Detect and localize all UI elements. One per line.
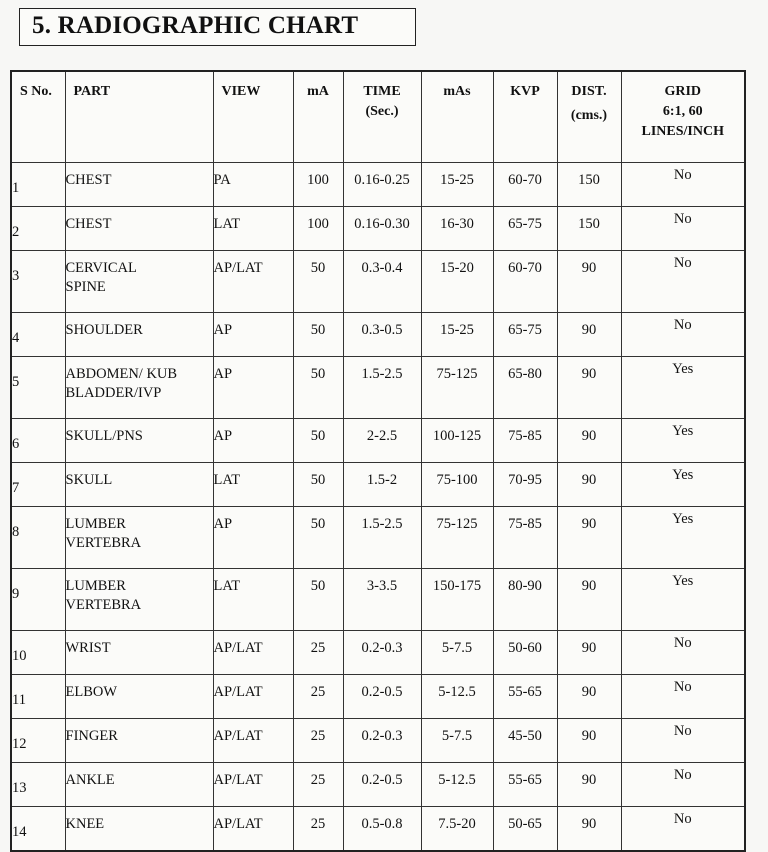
cell-part: LUMBER VERTEBRA: [65, 569, 213, 631]
title-box: [19, 8, 416, 46]
cell-ma: 25: [293, 763, 343, 807]
cell-ma: 50: [293, 251, 343, 313]
page-title: 5. RADIOGRAPHIC CHART: [32, 12, 359, 39]
cell-view: AP: [213, 313, 293, 357]
cell-mas: 75-100: [421, 463, 493, 507]
cell-part: CHEST: [65, 207, 213, 251]
cell-mas: 15-20: [421, 251, 493, 313]
header-sno: S No.: [11, 71, 65, 163]
cell-view: AP: [213, 507, 293, 569]
cell-kvp: 75-85: [493, 419, 557, 463]
cell-dist: 90: [557, 463, 621, 507]
cell-part: CERVICAL SPINE: [65, 251, 213, 313]
cell-kvp: 65-75: [493, 207, 557, 251]
cell-time: 1.5-2: [343, 463, 421, 507]
cell-kvp: 45-50: [493, 719, 557, 763]
cell-part: ELBOW: [65, 675, 213, 719]
cell-ma: 50: [293, 313, 343, 357]
cell-mas: 16-30: [421, 207, 493, 251]
cell-dist: 150: [557, 207, 621, 251]
cell-view: LAT: [213, 207, 293, 251]
cell-time: 0.3-0.5: [343, 313, 421, 357]
cell-view: LAT: [213, 463, 293, 507]
cell-dist: 90: [557, 507, 621, 569]
cell-time: 0.2-0.3: [343, 719, 421, 763]
cell-dist: 90: [557, 631, 621, 675]
cell-kvp: 75-85: [493, 507, 557, 569]
header-row: [11, 71, 745, 163]
header-view: VIEW: [213, 71, 293, 163]
cell-kvp: 60-70: [493, 163, 557, 207]
cell-sno: 14: [11, 807, 65, 852]
table-row: [11, 313, 745, 357]
cell-ma: 100: [293, 207, 343, 251]
cell-grid: Yes: [621, 419, 745, 463]
header-kvp: KVP: [493, 71, 557, 163]
table-row: [11, 419, 745, 463]
cell-kvp: 65-75: [493, 313, 557, 357]
cell-mas: 5-12.5: [421, 675, 493, 719]
cell-ma: 50: [293, 507, 343, 569]
cell-sno: 13: [11, 763, 65, 807]
cell-mas: 5-12.5: [421, 763, 493, 807]
cell-mas: 150-175: [421, 569, 493, 631]
table-row: [11, 569, 745, 631]
cell-sno: 12: [11, 719, 65, 763]
cell-sno: 7: [11, 463, 65, 507]
cell-dist: 150: [557, 163, 621, 207]
header-part: PART: [65, 71, 213, 163]
cell-time: 3-3.5: [343, 569, 421, 631]
cell-part: FINGER: [65, 719, 213, 763]
cell-view: AP: [213, 419, 293, 463]
cell-kvp: 80-90: [493, 569, 557, 631]
cell-kvp: 60-70: [493, 251, 557, 313]
cell-ma: 100: [293, 163, 343, 207]
table-row: [11, 251, 745, 313]
cell-ma: 25: [293, 675, 343, 719]
cell-view: AP/LAT: [213, 807, 293, 852]
table-row: [11, 763, 745, 807]
cell-mas: 15-25: [421, 163, 493, 207]
header-grid: GRID 6:1, 60 LINES/INCH: [621, 71, 745, 163]
radiographic-chart-table: [10, 70, 746, 852]
cell-dist: 90: [557, 763, 621, 807]
cell-grid: Yes: [621, 463, 745, 507]
cell-ma: 50: [293, 357, 343, 419]
cell-view: LAT: [213, 569, 293, 631]
cell-ma: 50: [293, 463, 343, 507]
header-mas: mAs: [421, 71, 493, 163]
cell-dist: 90: [557, 419, 621, 463]
cell-view: AP/LAT: [213, 763, 293, 807]
cell-dist: 90: [557, 675, 621, 719]
cell-sno: 9: [11, 569, 65, 631]
table-row: [11, 463, 745, 507]
cell-mas: 5-7.5: [421, 719, 493, 763]
cell-time: 1.5-2.5: [343, 357, 421, 419]
cell-sno: 11: [11, 675, 65, 719]
cell-sno: 6: [11, 419, 65, 463]
table-row: [11, 507, 745, 569]
table-row: [11, 719, 745, 763]
cell-grid: No: [621, 163, 745, 207]
header-ma: mA: [293, 71, 343, 163]
cell-kvp: 65-80: [493, 357, 557, 419]
cell-sno: 5: [11, 357, 65, 419]
cell-mas: 75-125: [421, 507, 493, 569]
cell-time: 0.16-0.25: [343, 163, 421, 207]
cell-grid: No: [621, 675, 745, 719]
cell-kvp: 50-60: [493, 631, 557, 675]
table-row: [11, 631, 745, 675]
cell-grid: No: [621, 807, 745, 852]
cell-view: AP: [213, 357, 293, 419]
cell-sno: 8: [11, 507, 65, 569]
cell-grid: No: [621, 313, 745, 357]
table-row: [11, 675, 745, 719]
cell-mas: 15-25: [421, 313, 493, 357]
cell-sno: 4: [11, 313, 65, 357]
cell-mas: 100-125: [421, 419, 493, 463]
cell-time: 2-2.5: [343, 419, 421, 463]
cell-time: 0.2-0.5: [343, 675, 421, 719]
cell-view: AP/LAT: [213, 251, 293, 313]
cell-ma: 50: [293, 419, 343, 463]
cell-kvp: 55-65: [493, 763, 557, 807]
cell-ma: 25: [293, 719, 343, 763]
cell-grid: Yes: [621, 569, 745, 631]
cell-ma: 25: [293, 631, 343, 675]
cell-grid: Yes: [621, 357, 745, 419]
cell-dist: 90: [557, 569, 621, 631]
cell-dist: 90: [557, 251, 621, 313]
cell-view: AP/LAT: [213, 631, 293, 675]
cell-sno: 10: [11, 631, 65, 675]
cell-part: SKULL: [65, 463, 213, 507]
cell-grid: No: [621, 719, 745, 763]
cell-grid: No: [621, 631, 745, 675]
cell-mas: 75-125: [421, 357, 493, 419]
cell-grid: No: [621, 251, 745, 313]
cell-ma: 50: [293, 569, 343, 631]
table-row: [11, 207, 745, 251]
cell-part: WRIST: [65, 631, 213, 675]
cell-part: ABDOMEN/ KUB BLADDER/IVP: [65, 357, 213, 419]
cell-sno: 3: [11, 251, 65, 313]
cell-kvp: 70-95: [493, 463, 557, 507]
cell-time: 0.16-0.30: [343, 207, 421, 251]
cell-time: 0.2-0.5: [343, 763, 421, 807]
cell-part: SHOULDER: [65, 313, 213, 357]
cell-sno: 1: [11, 163, 65, 207]
cell-kvp: 50-65: [493, 807, 557, 852]
cell-view: AP/LAT: [213, 719, 293, 763]
cell-time: 0.3-0.4: [343, 251, 421, 313]
cell-time: 1.5-2.5: [343, 507, 421, 569]
header-time: TIME (Sec.): [343, 71, 421, 163]
table-row: [11, 357, 745, 419]
cell-part: SKULL/PNS: [65, 419, 213, 463]
cell-time: 0.2-0.3: [343, 631, 421, 675]
cell-dist: 90: [557, 313, 621, 357]
cell-mas: 5-7.5: [421, 631, 493, 675]
cell-grid: No: [621, 763, 745, 807]
cell-dist: 90: [557, 719, 621, 763]
cell-part: ANKLE: [65, 763, 213, 807]
cell-ma: 25: [293, 807, 343, 852]
table-row: [11, 807, 745, 852]
cell-dist: 90: [557, 357, 621, 419]
header-dist: DIST. (cms.): [557, 71, 621, 163]
cell-part: LUMBER VERTEBRA: [65, 507, 213, 569]
cell-grid: Yes: [621, 507, 745, 569]
cell-part: CHEST: [65, 163, 213, 207]
cell-mas: 7.5-20: [421, 807, 493, 852]
cell-dist: 90: [557, 807, 621, 852]
cell-view: PA: [213, 163, 293, 207]
cell-time: 0.5-0.8: [343, 807, 421, 852]
cell-sno: 2: [11, 207, 65, 251]
cell-part: KNEE: [65, 807, 213, 852]
table-row: [11, 163, 745, 207]
cell-grid: No: [621, 207, 745, 251]
cell-view: AP/LAT: [213, 675, 293, 719]
cell-kvp: 55-65: [493, 675, 557, 719]
